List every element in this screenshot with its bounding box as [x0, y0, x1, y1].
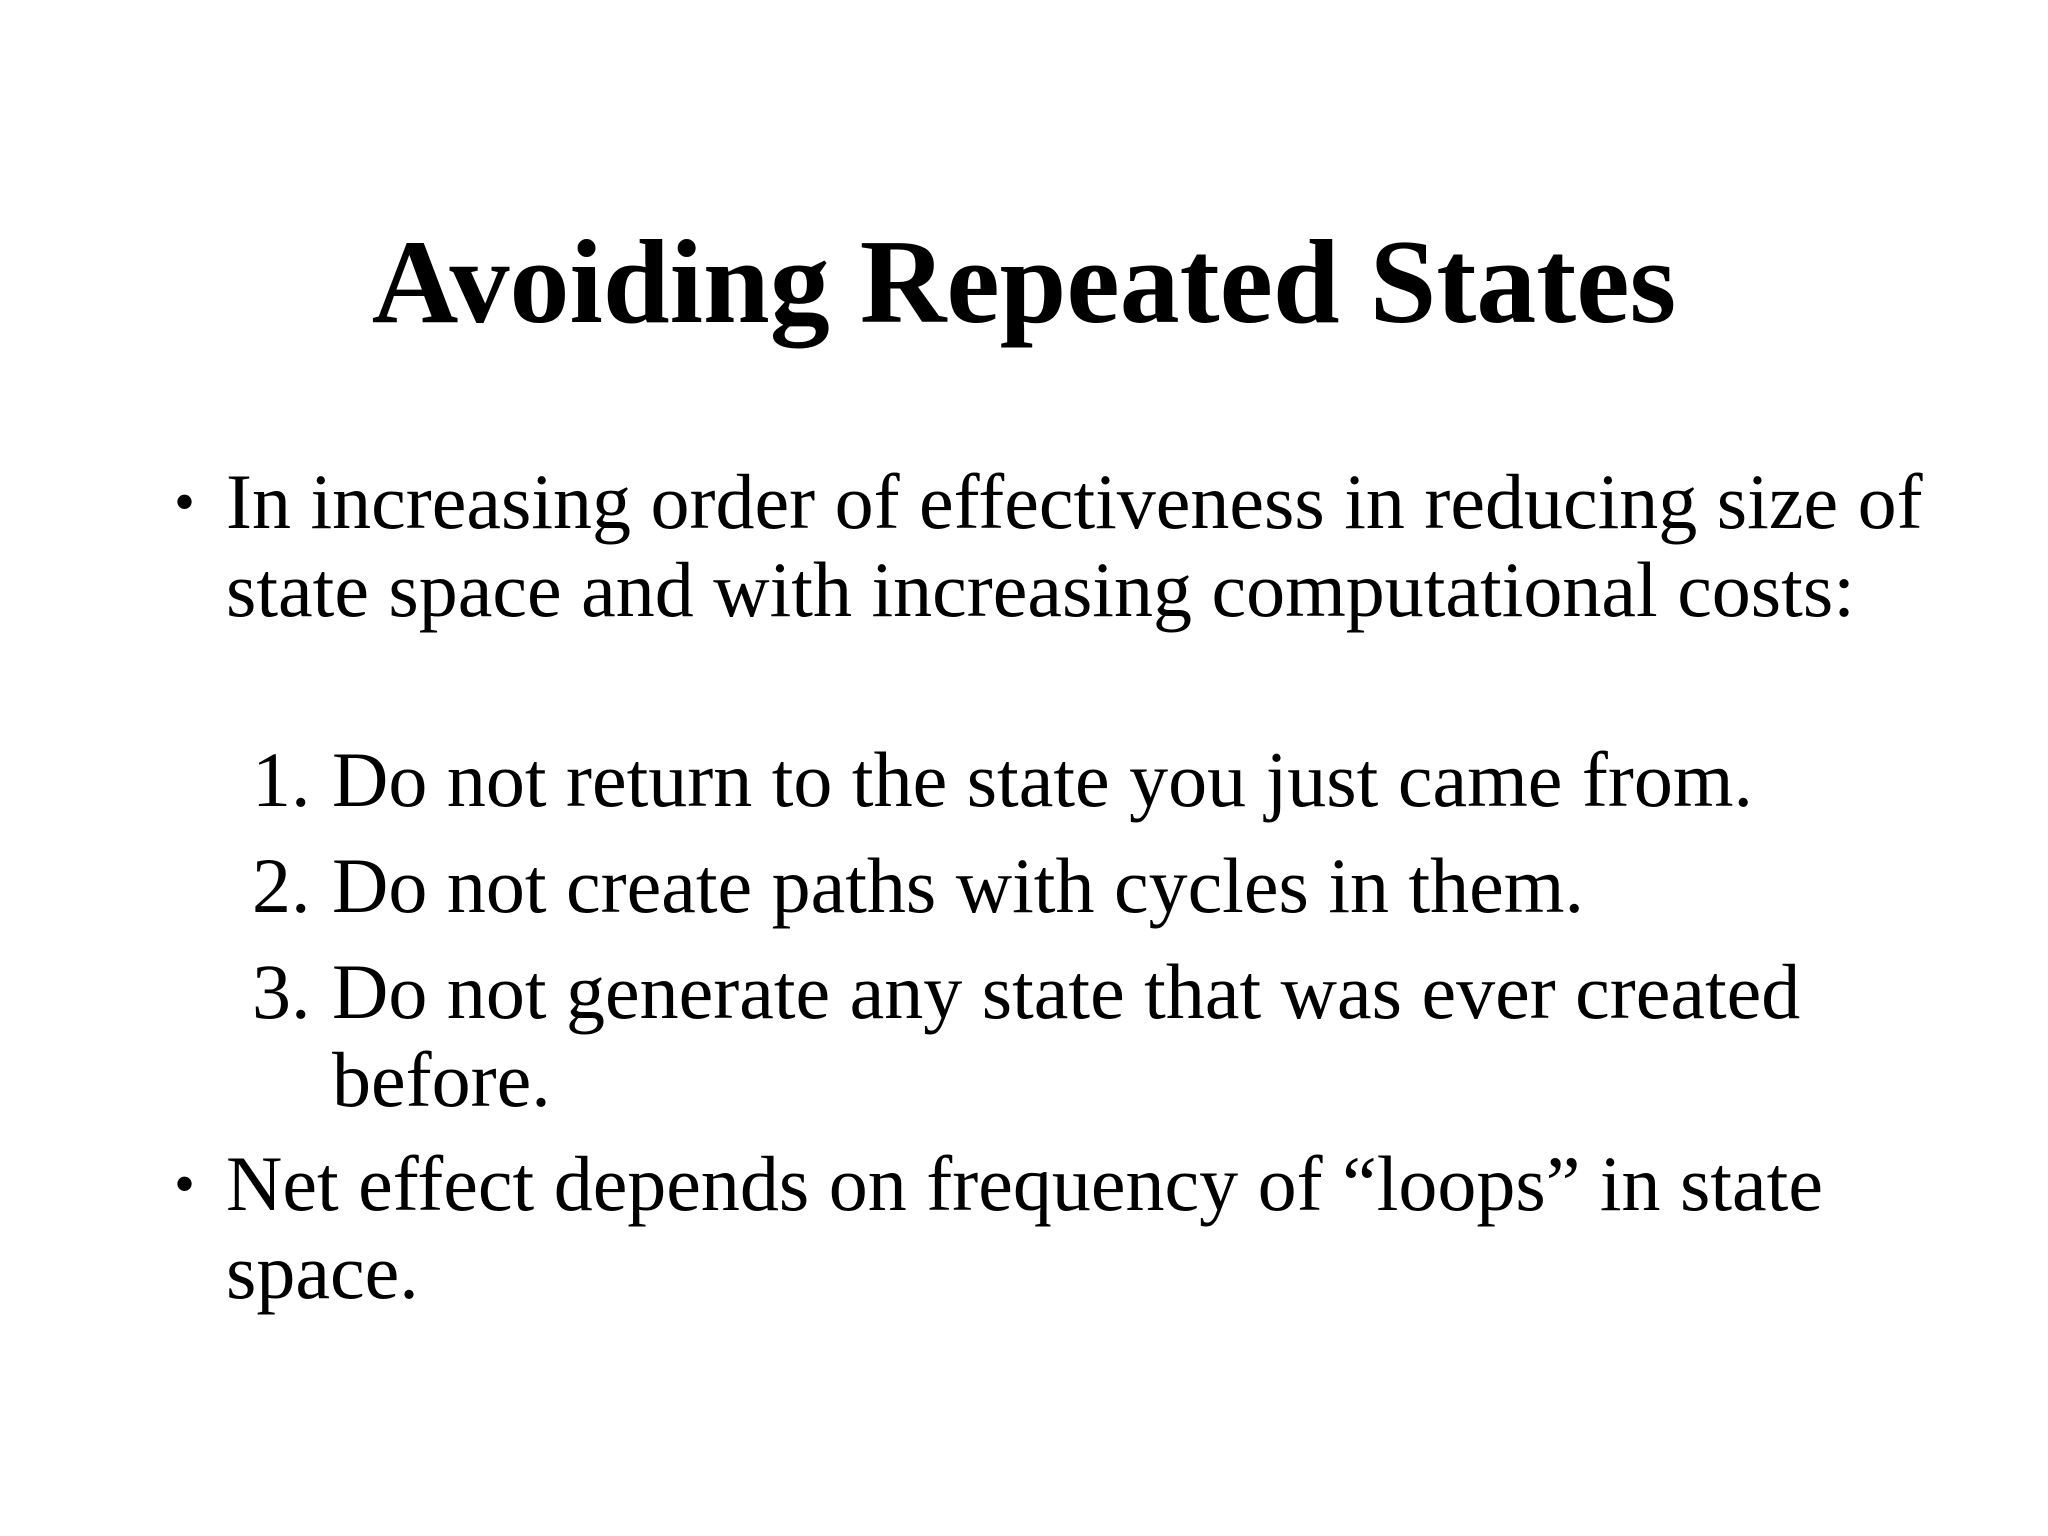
- step-text: Do not return to the state you just came from.: [332, 736, 1753, 823]
- bullet-item: [174, 1140, 1926, 1316]
- step-text: Do not create paths with cycles in them.: [332, 842, 1584, 929]
- numbered-step: [252, 842, 1902, 930]
- bullet-text: In increasing order of effectiveness in reducing size of state space and with increasing computational costs:: [226, 458, 1923, 633]
- numbered-step: [252, 948, 1902, 1124]
- step-number: 3.: [252, 948, 311, 1035]
- step-text: Do not generate any state that was ever created before.: [332, 948, 1801, 1123]
- bullet-marker: •: [174, 1151, 196, 1217]
- bullet-item: [174, 458, 1926, 634]
- slide-title: Avoiding Repeated States: [371, 215, 1677, 348]
- bullet-text: Net effect depends on frequency of “loops” in state space.: [226, 1140, 1823, 1315]
- bullet-marker: •: [174, 469, 196, 535]
- numbered-step: [252, 736, 1902, 824]
- step-number: 2.: [252, 842, 311, 929]
- step-number: 1.: [252, 736, 311, 823]
